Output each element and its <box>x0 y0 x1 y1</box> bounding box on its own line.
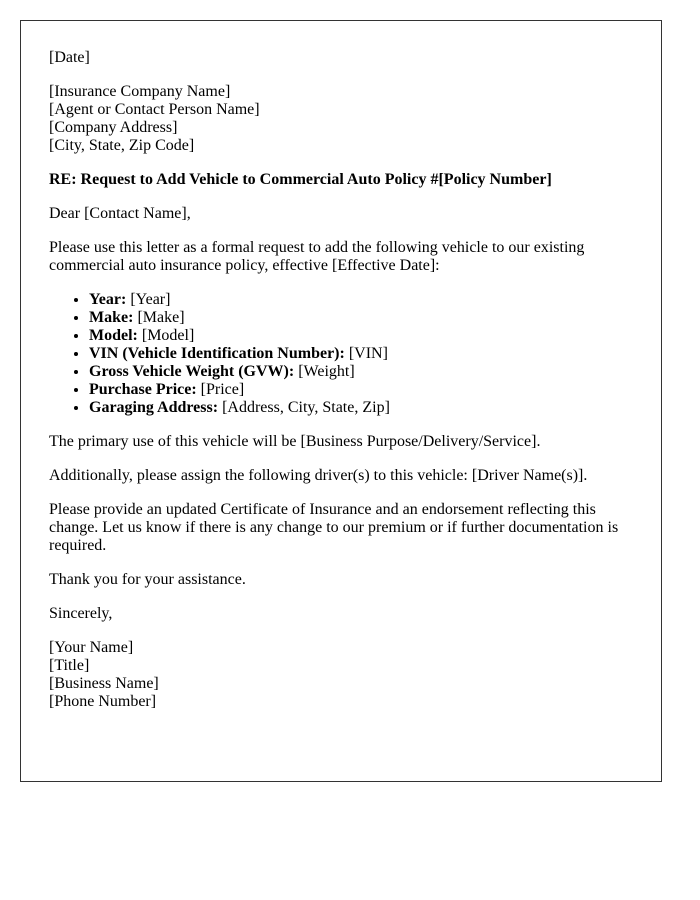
vehicle-detail-garaging-address <box>89 399 633 417</box>
detail-value: [VIN] <box>348 345 388 362</box>
vehicle-detail-price <box>89 381 633 399</box>
signature-title: [Title] <box>49 657 90 674</box>
detail-label: Model: <box>89 327 138 344</box>
closing: Sincerely, <box>49 605 113 622</box>
thanks-paragraph: Thank you for your assistance. <box>49 571 246 588</box>
signature-block <box>49 639 633 711</box>
detail-value: [Model] <box>141 327 195 344</box>
drivers-paragraph: Additionally, please assign the following driver(s) to this vehicle: [Driver Name(s)]. <box>49 467 588 484</box>
letter-date: [Date] <box>49 49 90 66</box>
signature-phone: [Phone Number] <box>49 693 157 710</box>
vehicle-detail-year <box>89 291 633 309</box>
recipient-city-state-zip: [City, State, Zip Code] <box>49 137 195 154</box>
detail-value: [Year] <box>130 291 171 308</box>
vehicle-details-list <box>49 291 633 417</box>
letter-container <box>20 20 662 782</box>
recipient-company: [Insurance Company Name] <box>49 83 231 100</box>
detail-value: [Weight] <box>298 363 355 380</box>
recipient-contact: [Agent or Contact Person Name] <box>49 101 260 118</box>
detail-label: Purchase Price: <box>89 381 197 398</box>
signature-name: [Your Name] <box>49 639 134 656</box>
salutation: Dear [Contact Name], <box>49 205 191 222</box>
signature-business: [Business Name] <box>49 675 159 692</box>
vehicle-detail-model <box>89 327 633 345</box>
detail-label: Gross Vehicle Weight (GVW): <box>89 363 295 380</box>
request-paragraph: Please provide an updated Certificate of Insurance and an endorsement reflecting this change. Let us know if there is any change to our premium or if further documentation is required. <box>49 501 619 554</box>
vehicle-detail-make <box>89 309 633 327</box>
detail-value: [Make] <box>137 309 185 326</box>
detail-label: Make: <box>89 309 134 326</box>
subject-text: RE: Request to Add Vehicle to Commercial Auto Policy #[Policy Number] <box>49 171 552 188</box>
vehicle-detail-vin <box>89 345 633 363</box>
detail-value: [Price] <box>200 381 245 398</box>
intro-paragraph: Please use this letter as a formal request to add the following vehicle to our existing commercial auto insurance policy, effective [Effective Date]: <box>49 239 585 274</box>
detail-value: [Address, City, State, Zip] <box>222 399 390 416</box>
primary-use-paragraph: The primary use of this vehicle will be [Business Purpose/Delivery/Service]. <box>49 433 541 450</box>
subject-line <box>49 171 633 189</box>
vehicle-detail-gvw <box>89 363 633 381</box>
detail-label: Year: <box>89 291 127 308</box>
recipient-block <box>49 83 633 155</box>
recipient-address: [Company Address] <box>49 119 178 136</box>
detail-label: Garaging Address: <box>89 399 219 416</box>
detail-label: VIN (Vehicle Identification Number): <box>89 345 345 362</box>
